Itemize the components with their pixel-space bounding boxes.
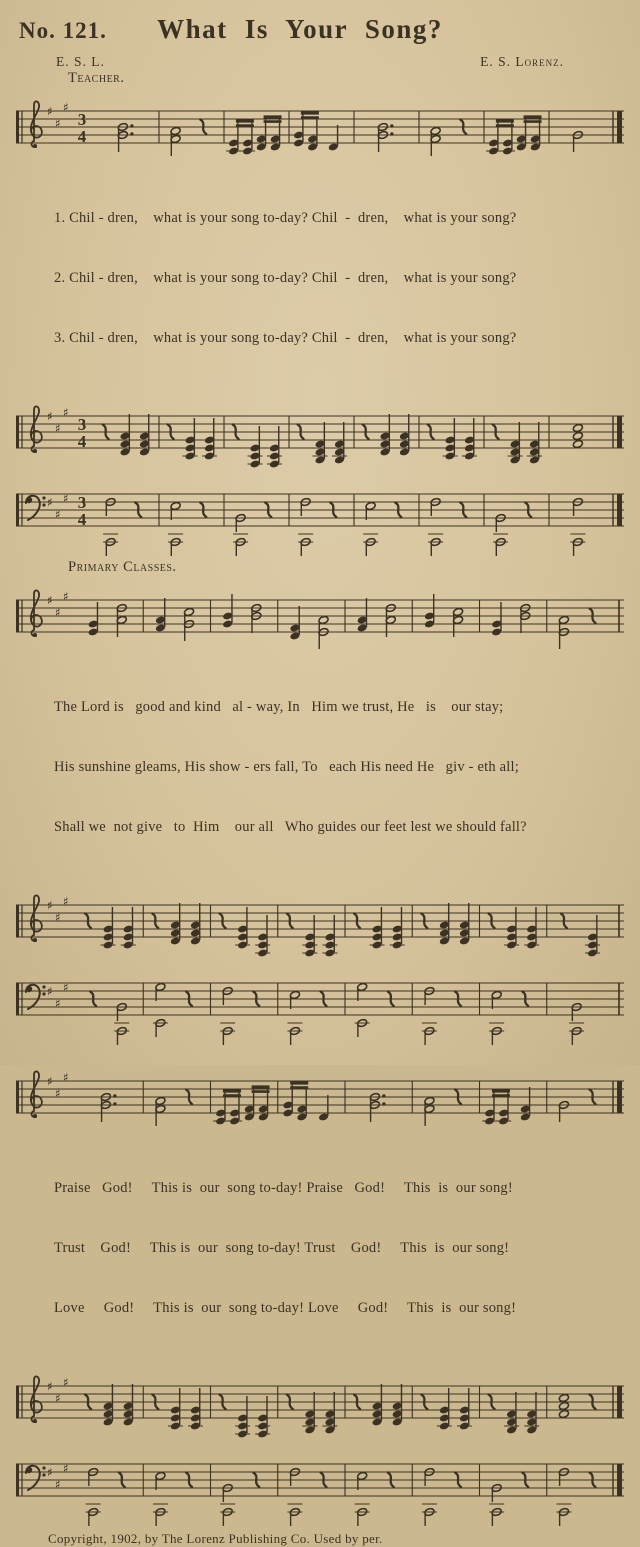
- svg-text:♯: ♯: [55, 996, 61, 1011]
- music-system-praise-accomp-treble: [14, 1362, 626, 1440]
- lyric-line: His sunshine gleams, His show - ers fall, To each His need He giv - eth all;: [54, 759, 519, 775]
- lyricist-initials: E. S. L.: [56, 54, 105, 69]
- svg-text:♯: ♯: [63, 1375, 69, 1390]
- grand-staff-response: [14, 392, 626, 558]
- lyric-line: 3. Chil - dren, what is your song to-day? Chil - dren, what is your song?: [54, 330, 517, 346]
- svg-text:♯: ♯: [55, 116, 61, 131]
- svg-text:♯: ♯: [63, 1070, 69, 1085]
- svg-text:4: 4: [77, 510, 87, 529]
- grand-staff-praise-accomp: [14, 1362, 626, 1528]
- svg-text:3: 3: [77, 415, 87, 434]
- svg-text:3: 3: [77, 493, 87, 512]
- svg-text:♯: ♯: [47, 984, 53, 999]
- lyric-line: Love God! This is our song to-day! Love God! This is our song!: [54, 1300, 517, 1316]
- music-system-primary-melody: [14, 576, 626, 654]
- music-system-primary-accomp-treble: [14, 881, 626, 959]
- lyric-line: 1. Chil - dren, what is your song to-day? Chil - dren, what is your song?: [54, 210, 517, 226]
- hymn-number: No. 121.: [19, 18, 107, 43]
- svg-text:♯: ♯: [47, 1074, 53, 1089]
- lyric-line: Praise God! This is our song to-day! Praise God! This is our song!: [54, 1180, 513, 1196]
- music-system-teacher-melody: [14, 87, 626, 165]
- svg-text:♯: ♯: [55, 1391, 61, 1406]
- composer-name: E. S. Lorenz.: [480, 54, 564, 69]
- hymn-title: What Is Your Song?: [157, 14, 443, 44]
- svg-text:4: 4: [77, 432, 87, 451]
- svg-text:♯: ♯: [47, 1465, 53, 1480]
- svg-text:♯: ♯: [63, 894, 69, 909]
- svg-text:4: 4: [77, 127, 87, 146]
- lyric-line: Trust God! This is our song to-day! Trust God! This is our song!: [54, 1240, 510, 1256]
- svg-text:♯: ♯: [47, 593, 53, 608]
- music-system-praise-accomp-bass: [14, 1440, 626, 1528]
- music-system-praise-melody: [14, 1057, 626, 1135]
- svg-text:♯: ♯: [47, 898, 53, 913]
- lyric-line: The Lord is good and kind al - way, In Him we trust, He is our stay;: [54, 699, 504, 715]
- music-system-response-treble: [14, 392, 626, 470]
- svg-text:♯: ♯: [63, 589, 69, 604]
- svg-text:♯: ♯: [63, 491, 69, 506]
- svg-text:♯: ♯: [47, 104, 53, 119]
- svg-text:♯: ♯: [55, 507, 61, 522]
- svg-text:♯: ♯: [63, 100, 69, 115]
- svg-text:♯: ♯: [47, 495, 53, 510]
- attribution-row: [14, 54, 626, 71]
- part-label-teacher: Teacher.: [68, 70, 125, 86]
- lyric-line: Shall we not give to Him our all Who guides our feet lest we should fall?: [54, 819, 527, 835]
- svg-text:♯: ♯: [63, 980, 69, 995]
- svg-text:♯: ♯: [55, 605, 61, 620]
- svg-text:♯: ♯: [55, 1086, 61, 1101]
- svg-text:♯: ♯: [55, 1477, 61, 1492]
- svg-text:♯: ♯: [63, 1461, 69, 1476]
- music-system-response-bass: [14, 470, 626, 558]
- lyric-line: 2. Chil - dren, what is your song to-day? Chil - dren, what is your song?: [54, 270, 517, 286]
- grand-staff-primary-accomp: [14, 881, 626, 1047]
- copyright-notice: Copyright, 1902, by The Lorenz Publishing Co. Used by per.: [48, 1531, 383, 1546]
- verse-block-3: [54, 1138, 626, 1358]
- verse-block-2: [54, 657, 626, 877]
- page-header: [14, 14, 626, 54]
- svg-text:♯: ♯: [47, 1379, 53, 1394]
- svg-text:3: 3: [77, 110, 87, 129]
- verse-block-1: [54, 168, 626, 388]
- music-system-primary-accomp-bass: [14, 959, 626, 1047]
- svg-text:♯: ♯: [55, 910, 61, 925]
- part-label-primary-classes: Primary Classes.: [68, 559, 177, 575]
- svg-text:♯: ♯: [47, 409, 53, 424]
- svg-text:♯: ♯: [63, 405, 69, 420]
- svg-text:♯: ♯: [55, 421, 61, 436]
